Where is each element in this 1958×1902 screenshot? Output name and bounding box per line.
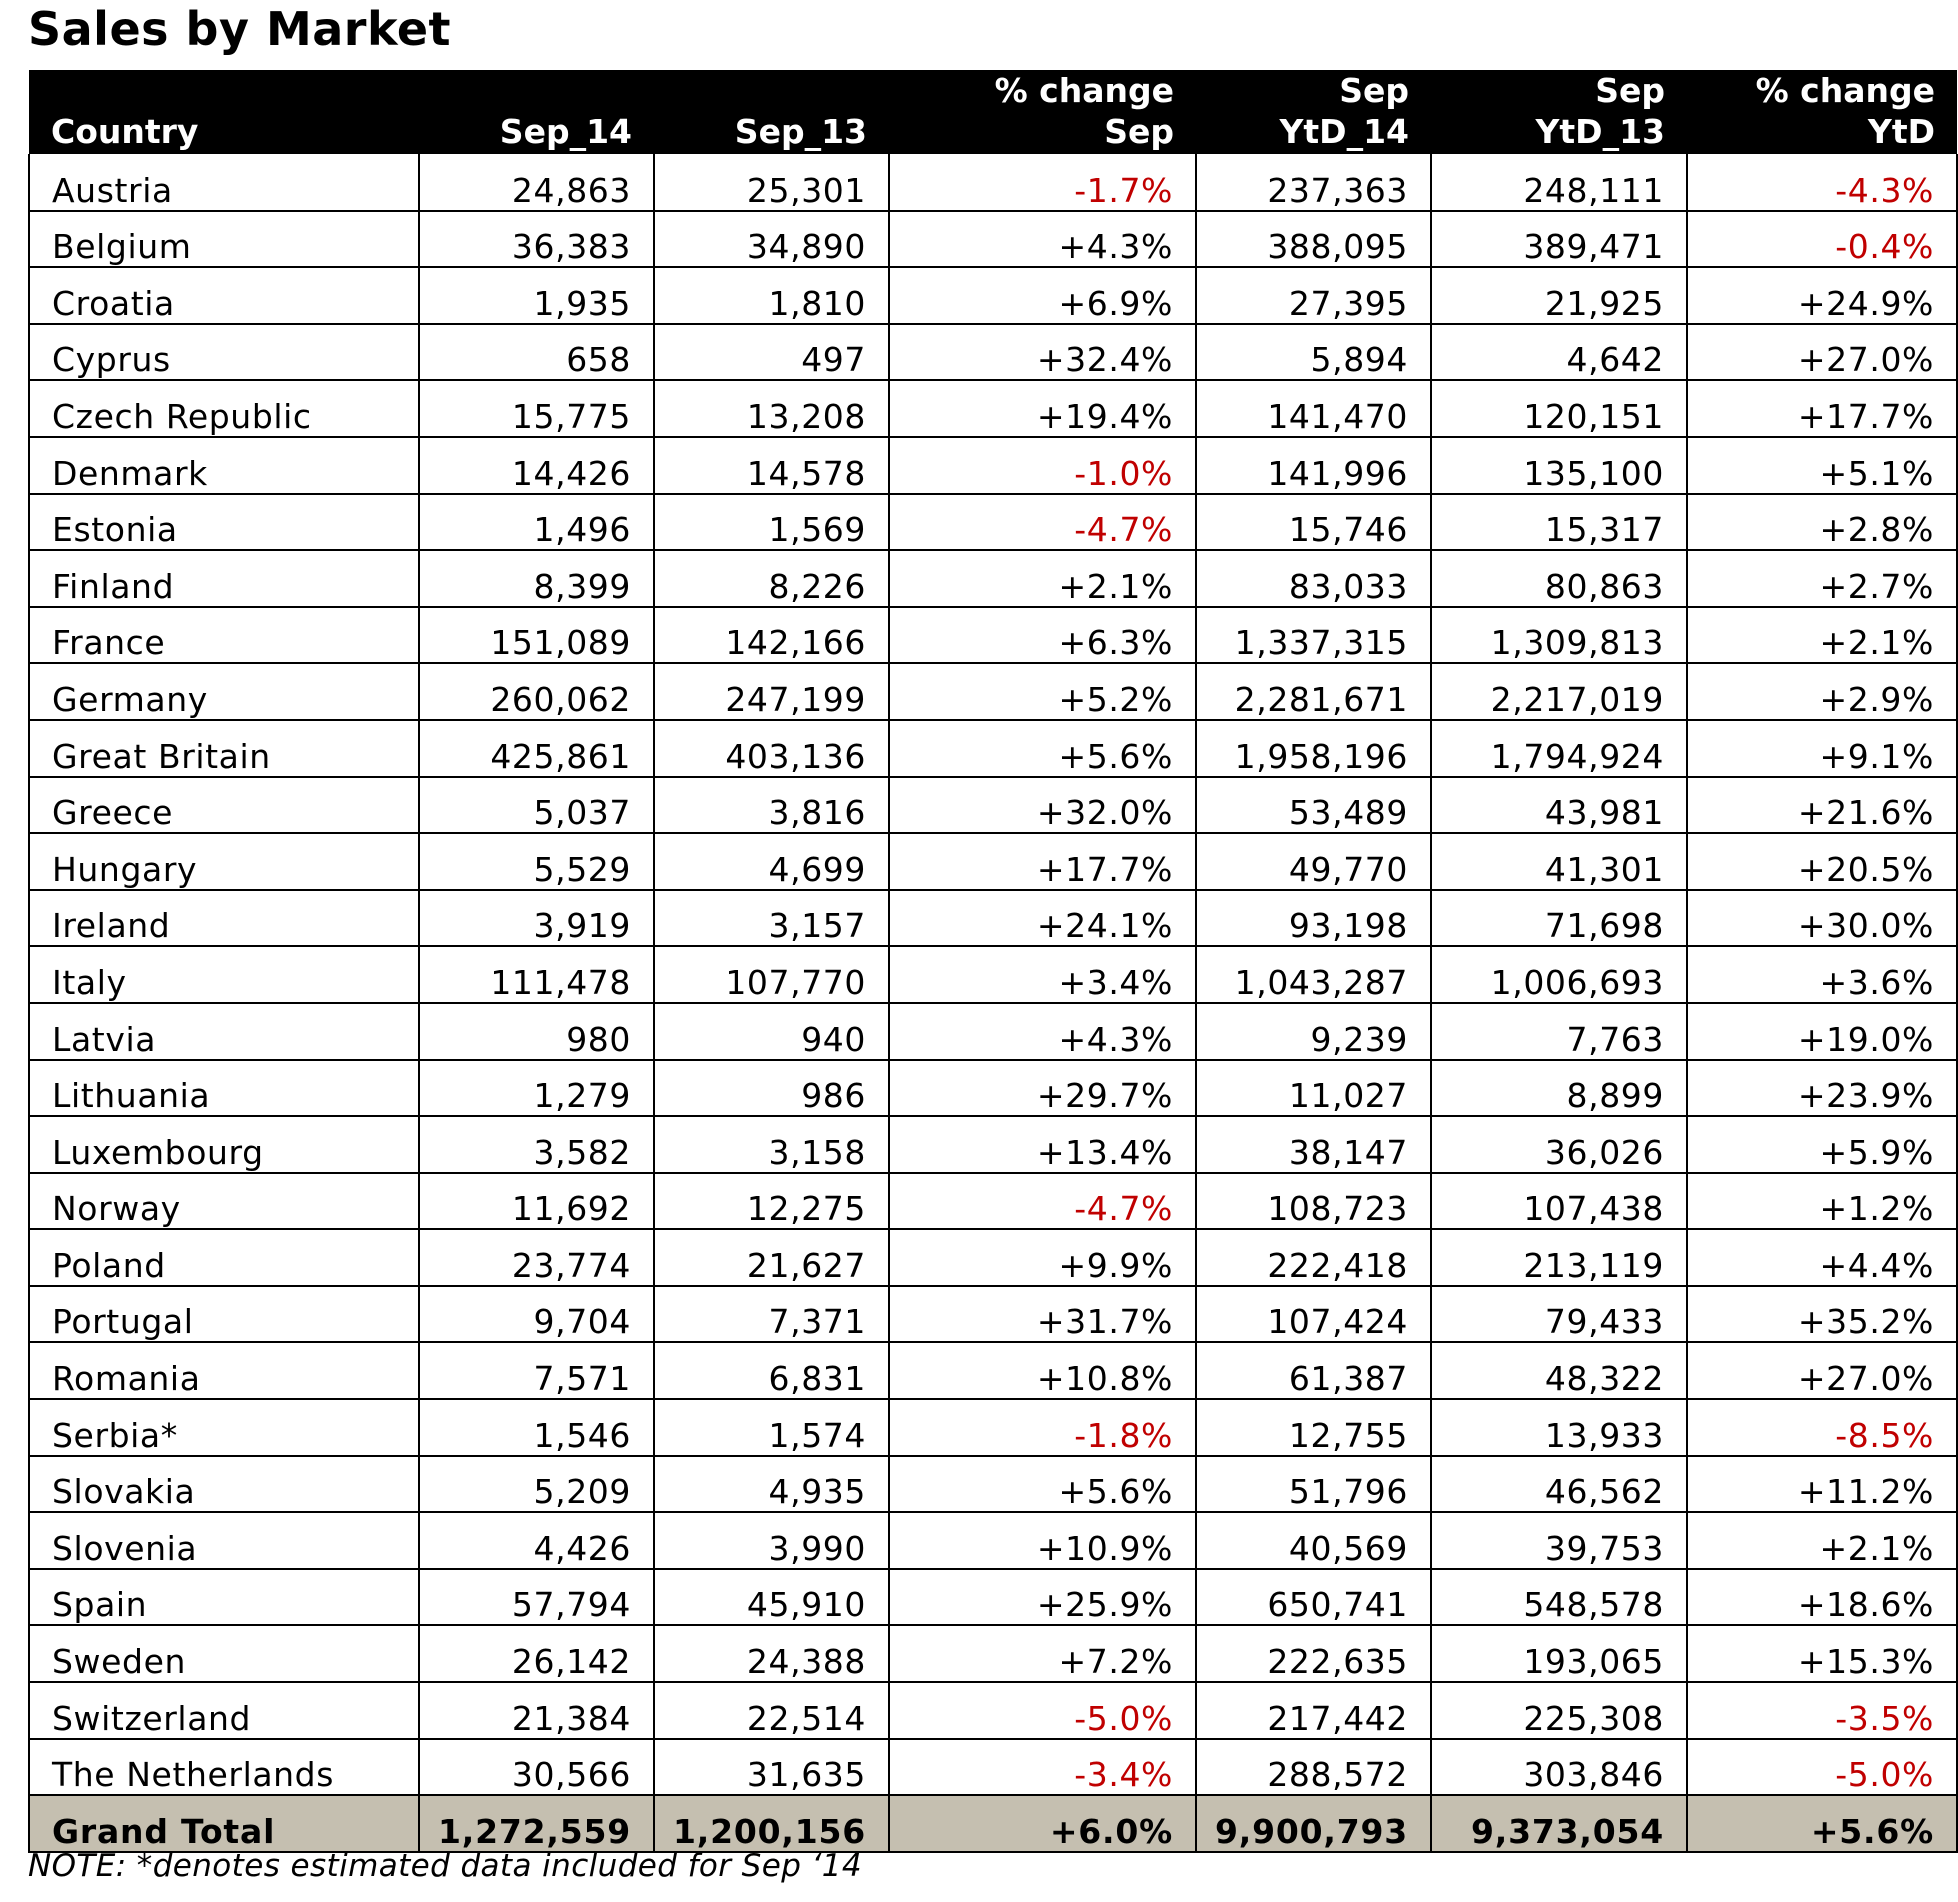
cell-ytd14: 15,746 (1196, 494, 1431, 551)
cell-pct-change-sep: +6.0% (889, 1795, 1196, 1852)
cell-ytd13: 36,026 (1431, 1116, 1687, 1173)
cell-pct-change-sep: +9.9% (889, 1229, 1196, 1286)
cell-pct-change-ytd: +35.2% (1687, 1286, 1957, 1343)
cell-ytd13: 39,753 (1431, 1512, 1687, 1569)
cell-ytd14: 222,418 (1196, 1229, 1431, 1286)
cell-ytd14: 388,095 (1196, 211, 1431, 268)
cell-ytd13: 7,763 (1431, 1003, 1687, 1060)
cell-sep13: 24,388 (654, 1625, 889, 1682)
cell-sep14: 36,383 (419, 211, 654, 268)
cell-sep14: 30,566 (419, 1739, 654, 1796)
cell-ytd13: 213,119 (1431, 1229, 1687, 1286)
sales-table (28, 70, 1958, 1853)
cell-pct-change-ytd: -0.4% (1687, 211, 1957, 268)
cell-pct-change-ytd: +15.3% (1687, 1625, 1957, 1682)
cell-ytd14: 650,741 (1196, 1569, 1431, 1626)
header-pct-change-ytd-line2: YtD (1867, 112, 1935, 151)
cell-sep13: 6,831 (654, 1342, 889, 1399)
cell-ytd13: 46,562 (1431, 1456, 1687, 1513)
cell-country: Croatia (29, 267, 419, 324)
cell-sep13: 986 (654, 1060, 889, 1117)
cell-ytd13: 9,373,054 (1431, 1795, 1687, 1852)
header-ytd13 (1431, 70, 1687, 154)
table-body (29, 154, 1957, 1852)
header-pct-change-ytd (1687, 70, 1957, 154)
cell-ytd13: 21,925 (1431, 267, 1687, 324)
cell-sep13: 45,910 (654, 1569, 889, 1626)
cell-sep13: 1,810 (654, 267, 889, 324)
cell-sep13: 14,578 (654, 437, 889, 494)
cell-ytd13: 1,794,924 (1431, 720, 1687, 777)
table-row (29, 833, 1957, 890)
cell-ytd13: 548,578 (1431, 1569, 1687, 1626)
header-pct-change-sep-line1: % change (994, 71, 1174, 110)
cell-sep14: 260,062 (419, 663, 654, 720)
cell-country: Portugal (29, 1286, 419, 1343)
cell-ytd14: 288,572 (1196, 1739, 1431, 1796)
cell-sep13: 497 (654, 324, 889, 381)
cell-pct-change-sep: +24.1% (889, 890, 1196, 947)
cell-pct-change-ytd: +19.0% (1687, 1003, 1957, 1060)
cell-country: Cyprus (29, 324, 419, 381)
cell-country: France (29, 607, 419, 664)
header-sep13-label: Sep_13 (734, 112, 867, 151)
cell-pct-change-ytd: +20.5% (1687, 833, 1957, 890)
cell-sep14: 151,089 (419, 607, 654, 664)
cell-ytd13: 71,698 (1431, 890, 1687, 947)
cell-ytd13: 43,981 (1431, 777, 1687, 834)
cell-ytd14: 27,395 (1196, 267, 1431, 324)
cell-sep13: 3,816 (654, 777, 889, 834)
cell-country: Germany (29, 663, 419, 720)
cell-pct-change-sep: +19.4% (889, 380, 1196, 437)
cell-pct-change-ytd: -8.5% (1687, 1399, 1957, 1456)
table-row (29, 1399, 1957, 1456)
table-row (29, 211, 1957, 268)
cell-pct-change-ytd: +2.7% (1687, 550, 1957, 607)
cell-sep13: 31,635 (654, 1739, 889, 1796)
cell-pct-change-sep: +4.3% (889, 211, 1196, 268)
cell-sep13: 107,770 (654, 946, 889, 1003)
cell-ytd13: 8,899 (1431, 1060, 1687, 1117)
cell-pct-change-sep: -1.7% (889, 154, 1196, 211)
cell-sep14: 980 (419, 1003, 654, 1060)
cell-sep14: 658 (419, 324, 654, 381)
cell-sep14: 1,496 (419, 494, 654, 551)
cell-pct-change-ytd: +1.2% (1687, 1173, 1957, 1230)
cell-pct-change-ytd: +2.1% (1687, 607, 1957, 664)
header-ytd14-line1: Sep (1339, 71, 1409, 110)
cell-sep14: 57,794 (419, 1569, 654, 1626)
table-row (29, 1342, 1957, 1399)
cell-ytd14: 53,489 (1196, 777, 1431, 834)
cell-ytd14: 61,387 (1196, 1342, 1431, 1399)
cell-country: Slovakia (29, 1456, 419, 1513)
page-title: Sales by Market (28, 2, 452, 56)
cell-sep13: 142,166 (654, 607, 889, 664)
cell-sep13: 3,990 (654, 1512, 889, 1569)
cell-sep13: 13,208 (654, 380, 889, 437)
cell-pct-change-sep: -1.0% (889, 437, 1196, 494)
cell-sep14: 1,272,559 (419, 1795, 654, 1852)
cell-ytd13: 13,933 (1431, 1399, 1687, 1456)
cell-pct-change-sep: +7.2% (889, 1625, 1196, 1682)
cell-country: Greece (29, 777, 419, 834)
cell-ytd13: 15,317 (1431, 494, 1687, 551)
cell-sep13: 403,136 (654, 720, 889, 777)
cell-country: Slovenia (29, 1512, 419, 1569)
cell-sep13: 12,275 (654, 1173, 889, 1230)
cell-ytd14: 9,239 (1196, 1003, 1431, 1060)
table-row (29, 1739, 1957, 1796)
cell-pct-change-sep: +32.4% (889, 324, 1196, 381)
header-country-label: Country (51, 112, 199, 151)
cell-country: Finland (29, 550, 419, 607)
cell-ytd14: 107,424 (1196, 1286, 1431, 1343)
header-ytd14-line2: YtD_14 (1279, 112, 1409, 151)
cell-pct-change-ytd: +5.1% (1687, 437, 1957, 494)
cell-ytd14: 11,027 (1196, 1060, 1431, 1117)
cell-pct-change-ytd: +11.2% (1687, 1456, 1957, 1513)
cell-sep14: 3,919 (419, 890, 654, 947)
cell-country: Grand Total (29, 1795, 419, 1852)
cell-sep14: 11,692 (419, 1173, 654, 1230)
cell-ytd14: 141,470 (1196, 380, 1431, 437)
cell-ytd14: 108,723 (1196, 1173, 1431, 1230)
cell-country: Estonia (29, 494, 419, 551)
cell-ytd13: 135,100 (1431, 437, 1687, 494)
cell-pct-change-sep: -1.8% (889, 1399, 1196, 1456)
cell-pct-change-sep: +32.0% (889, 777, 1196, 834)
cell-ytd14: 217,442 (1196, 1682, 1431, 1739)
table-row (29, 607, 1957, 664)
cell-ytd13: 79,433 (1431, 1286, 1687, 1343)
header-sep14-label: Sep_14 (499, 112, 632, 151)
table-row (29, 890, 1957, 947)
cell-sep13: 7,371 (654, 1286, 889, 1343)
cell-ytd13: 303,846 (1431, 1739, 1687, 1796)
header-ytd13-line2: YtD_13 (1535, 112, 1665, 151)
table-row (29, 1003, 1957, 1060)
header-ytd14 (1196, 70, 1431, 154)
cell-sep14: 111,478 (419, 946, 654, 1003)
cell-country: Spain (29, 1569, 419, 1626)
cell-pct-change-ytd: -3.5% (1687, 1682, 1957, 1739)
table-row (29, 1512, 1957, 1569)
cell-ytd14: 40,569 (1196, 1512, 1431, 1569)
cell-ytd13: 107,438 (1431, 1173, 1687, 1230)
cell-ytd13: 389,471 (1431, 211, 1687, 268)
cell-sep14: 5,037 (419, 777, 654, 834)
cell-sep14: 21,384 (419, 1682, 654, 1739)
header-ytd13-line1: Sep (1595, 71, 1665, 110)
cell-ytd13: 225,308 (1431, 1682, 1687, 1739)
cell-ytd13: 4,642 (1431, 324, 1687, 381)
header-pct-change-ytd-line1: % change (1755, 71, 1935, 110)
cell-pct-change-ytd: +27.0% (1687, 1342, 1957, 1399)
cell-pct-change-ytd: +21.6% (1687, 777, 1957, 834)
cell-ytd14: 222,635 (1196, 1625, 1431, 1682)
cell-pct-change-ytd: +5.9% (1687, 1116, 1957, 1173)
header-pct-change-sep-line2: Sep (1104, 112, 1174, 151)
cell-ytd14: 38,147 (1196, 1116, 1431, 1173)
table-row (29, 550, 1957, 607)
cell-pct-change-sep: -5.0% (889, 1682, 1196, 1739)
cell-sep14: 1,279 (419, 1060, 654, 1117)
cell-ytd14: 12,755 (1196, 1399, 1431, 1456)
cell-sep13: 21,627 (654, 1229, 889, 1286)
cell-sep14: 1,935 (419, 267, 654, 324)
table-row (29, 1682, 1957, 1739)
cell-country: Austria (29, 154, 419, 211)
cell-sep14: 425,861 (419, 720, 654, 777)
cell-ytd13: 80,863 (1431, 550, 1687, 607)
cell-pct-change-ytd: +2.1% (1687, 1512, 1957, 1569)
cell-sep14: 5,209 (419, 1456, 654, 1513)
cell-sep14: 15,775 (419, 380, 654, 437)
cell-pct-change-sep: -4.7% (889, 1173, 1196, 1230)
cell-country: Denmark (29, 437, 419, 494)
table-header (29, 70, 1957, 154)
cell-country: Serbia* (29, 1399, 419, 1456)
cell-sep14: 24,863 (419, 154, 654, 211)
cell-pct-change-sep: +2.1% (889, 550, 1196, 607)
cell-pct-change-ytd: +17.7% (1687, 380, 1957, 437)
cell-ytd14: 93,198 (1196, 890, 1431, 947)
cell-ytd14: 141,996 (1196, 437, 1431, 494)
cell-ytd14: 1,958,196 (1196, 720, 1431, 777)
cell-country: Lithuania (29, 1060, 419, 1117)
cell-pct-change-ytd: +3.6% (1687, 946, 1957, 1003)
cell-ytd13: 2,217,019 (1431, 663, 1687, 720)
cell-pct-change-ytd: +4.4% (1687, 1229, 1957, 1286)
cell-sep13: 1,574 (654, 1399, 889, 1456)
cell-pct-change-sep: -3.4% (889, 1739, 1196, 1796)
cell-pct-change-ytd: +9.1% (1687, 720, 1957, 777)
cell-sep14: 23,774 (419, 1229, 654, 1286)
cell-sep13: 3,158 (654, 1116, 889, 1173)
grand-total-row (29, 1795, 1957, 1852)
cell-country: Luxembourg (29, 1116, 419, 1173)
cell-pct-change-sep: +29.7% (889, 1060, 1196, 1117)
table-row (29, 1569, 1957, 1626)
cell-ytd13: 248,111 (1431, 154, 1687, 211)
table-row (29, 720, 1957, 777)
cell-ytd14: 49,770 (1196, 833, 1431, 890)
cell-sep14: 7,571 (419, 1342, 654, 1399)
table-row (29, 1229, 1957, 1286)
cell-ytd14: 9,900,793 (1196, 1795, 1431, 1852)
cell-pct-change-sep: +6.9% (889, 267, 1196, 324)
table-row (29, 1116, 1957, 1173)
cell-country: Great Britain (29, 720, 419, 777)
table-row (29, 154, 1957, 211)
cell-pct-change-sep: +4.3% (889, 1003, 1196, 1060)
cell-pct-change-sep: +3.4% (889, 946, 1196, 1003)
cell-country: Romania (29, 1342, 419, 1399)
cell-ytd13: 1,006,693 (1431, 946, 1687, 1003)
cell-ytd13: 120,151 (1431, 380, 1687, 437)
cell-ytd14: 1,043,287 (1196, 946, 1431, 1003)
table-row (29, 946, 1957, 1003)
header-sep13 (654, 70, 889, 154)
cell-sep13: 247,199 (654, 663, 889, 720)
cell-sep13: 1,569 (654, 494, 889, 551)
cell-sep13: 4,935 (654, 1456, 889, 1513)
cell-sep14: 8,399 (419, 550, 654, 607)
table-row (29, 1286, 1957, 1343)
footnote: NOTE: *denotes estimated data included for Sep ‘14 (28, 1848, 863, 1884)
cell-ytd13: 41,301 (1431, 833, 1687, 890)
cell-pct-change-ytd: -5.0% (1687, 1739, 1957, 1796)
cell-country: Italy (29, 946, 419, 1003)
header-pct-change-sep (889, 70, 1196, 154)
cell-sep14: 9,704 (419, 1286, 654, 1343)
cell-ytd13: 193,065 (1431, 1625, 1687, 1682)
cell-country: Ireland (29, 890, 419, 947)
cell-sep13: 4,699 (654, 833, 889, 890)
cell-ytd13: 48,322 (1431, 1342, 1687, 1399)
cell-sep13: 1,200,156 (654, 1795, 889, 1852)
cell-ytd14: 1,337,315 (1196, 607, 1431, 664)
cell-pct-change-ytd: +2.9% (1687, 663, 1957, 720)
cell-sep13: 3,157 (654, 890, 889, 947)
table-row (29, 437, 1957, 494)
cell-country: Latvia (29, 1003, 419, 1060)
cell-pct-change-sep: +31.7% (889, 1286, 1196, 1343)
table-row (29, 324, 1957, 381)
cell-pct-change-ytd: +2.8% (1687, 494, 1957, 551)
cell-ytd14: 5,894 (1196, 324, 1431, 381)
table-row (29, 494, 1957, 551)
cell-country: Switzerland (29, 1682, 419, 1739)
cell-pct-change-ytd: +30.0% (1687, 890, 1957, 947)
table-row (29, 663, 1957, 720)
cell-pct-change-sep: +10.9% (889, 1512, 1196, 1569)
cell-pct-change-sep: +5.6% (889, 720, 1196, 777)
cell-pct-change-ytd: +24.9% (1687, 267, 1957, 324)
cell-country: Czech Republic (29, 380, 419, 437)
cell-pct-change-ytd: +23.9% (1687, 1060, 1957, 1117)
table-row (29, 1456, 1957, 1513)
cell-pct-change-ytd: +18.6% (1687, 1569, 1957, 1626)
cell-pct-change-sep: +10.8% (889, 1342, 1196, 1399)
cell-sep13: 25,301 (654, 154, 889, 211)
table-row (29, 777, 1957, 834)
cell-country: Sweden (29, 1625, 419, 1682)
cell-pct-change-sep: +17.7% (889, 833, 1196, 890)
cell-ytd13: 1,309,813 (1431, 607, 1687, 664)
table-row (29, 1173, 1957, 1230)
cell-sep14: 3,582 (419, 1116, 654, 1173)
header-country (29, 70, 419, 154)
cell-pct-change-ytd: +27.0% (1687, 324, 1957, 381)
cell-sep13: 22,514 (654, 1682, 889, 1739)
table-row (29, 1060, 1957, 1117)
cell-ytd14: 2,281,671 (1196, 663, 1431, 720)
cell-country: The Netherlands (29, 1739, 419, 1796)
cell-sep14: 5,529 (419, 833, 654, 890)
cell-pct-change-sep: +13.4% (889, 1116, 1196, 1173)
cell-sep14: 26,142 (419, 1625, 654, 1682)
table-row (29, 1625, 1957, 1682)
cell-country: Norway (29, 1173, 419, 1230)
header-sep14 (419, 70, 654, 154)
cell-country: Hungary (29, 833, 419, 890)
cell-pct-change-sep: -4.7% (889, 494, 1196, 551)
cell-sep13: 940 (654, 1003, 889, 1060)
cell-ytd14: 83,033 (1196, 550, 1431, 607)
cell-sep13: 34,890 (654, 211, 889, 268)
cell-sep14: 4,426 (419, 1512, 654, 1569)
cell-ytd14: 51,796 (1196, 1456, 1431, 1513)
cell-pct-change-sep: +5.2% (889, 663, 1196, 720)
cell-country: Belgium (29, 211, 419, 268)
cell-sep14: 14,426 (419, 437, 654, 494)
cell-country: Poland (29, 1229, 419, 1286)
cell-pct-change-sep: +25.9% (889, 1569, 1196, 1626)
cell-ytd14: 237,363 (1196, 154, 1431, 211)
cell-sep14: 1,546 (419, 1399, 654, 1456)
table-row (29, 267, 1957, 324)
cell-pct-change-ytd: +5.6% (1687, 1795, 1957, 1852)
cell-pct-change-sep: +6.3% (889, 607, 1196, 664)
cell-pct-change-sep: +5.6% (889, 1456, 1196, 1513)
cell-pct-change-ytd: -4.3% (1687, 154, 1957, 211)
table-row (29, 380, 1957, 437)
cell-sep13: 8,226 (654, 550, 889, 607)
